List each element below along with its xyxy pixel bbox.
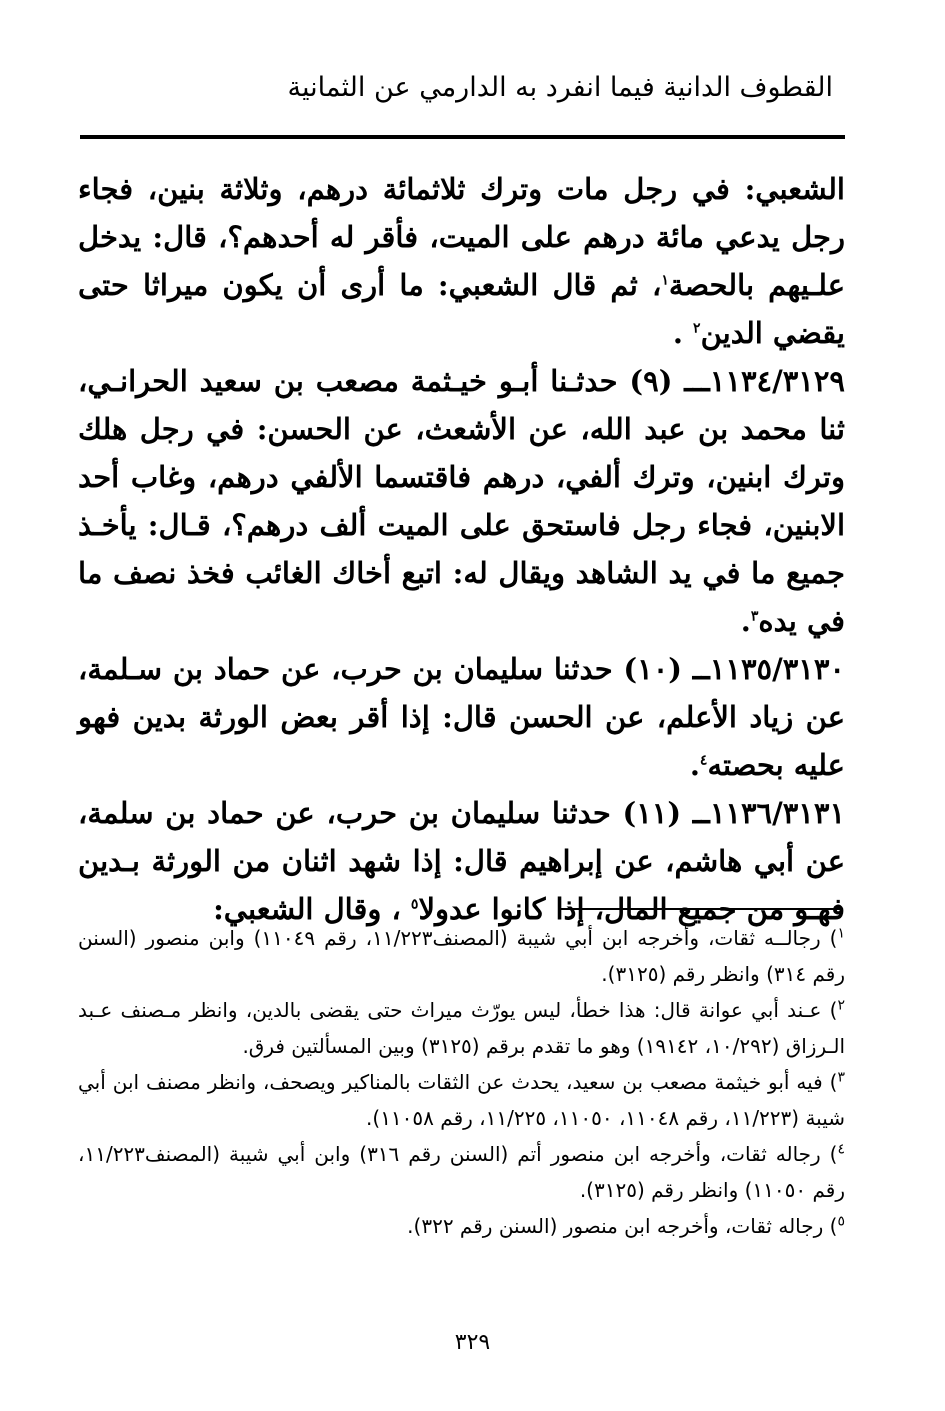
paragraph-2-text: ١١٣٤/٣١٢٩ـــ (٩) حدثـنا أبـو خيـثمة مصعب بن سعيد الحرانـي، ثنا محمد بن عبد الله، عن الأشعث، عن الحسن: في رجل هلك وترك ابنين، وترك ألفي، درهم فاقتسما الألفي درهم، وغاب أحد الابنين، فجاء رجل فاستحق على الميت ألف درهم؟، قـال: يأخـذ جميع ما في يد الشاهد ويقال له: اتبع أخاك الغائب فخذ نصف ما في يده — [78, 364, 845, 638]
paragraph-2-end: . — [740, 604, 751, 638]
footnote-ref-4: ٤ — [699, 752, 708, 769]
running-header-title: القطوف الدانية فيما انفرد به الدارمي عن الثمانية — [287, 72, 833, 103]
footnote-marker: ١ — [837, 925, 845, 942]
header-rule — [80, 135, 845, 139]
paragraph-1-text: الشعبي: في رجل مات وترك ثلاثمائة درهم، وثلاثة بنين، فجاء رجل يدعي مائة درهم على الميت، فأقر له أحدهم؟، قال: يدخل علـيهم بالحصة — [78, 172, 846, 302]
paragraph-1-end: . — [672, 316, 683, 350]
footnote-ref-3: ٣ — [750, 608, 759, 625]
footnote-4: $^٤$) رجاله ثقات، وأخرجه ابن منصور أتم (السنن رقم ٣١٦) وابن أبي شيبة (المصنف١١/٢٢٣، رقم ١١٠٥٠) وانظر رقم (٣١٢٥). — [78, 1141, 846, 1202]
footnote-3: $^٣$) فيه أبو خيثمة مصعب بن سعيد، يحدث عن الثقات بالمناكير ويصحف، وانظر مصنف ابن أبي شيبة (١١/٢٢٣، رقم ١١٠٤٨، ١١٠٥٠، ١١/٢٢٥، رقم ١١٠٥٨). — [78, 1069, 845, 1130]
footnote-marker: ٣ — [837, 1069, 845, 1086]
footnote-ref-2: ٢ — [693, 320, 701, 337]
main-text — [78, 165, 845, 933]
paragraph-3-end: . — [689, 748, 700, 782]
footnote-marker: ٥ — [837, 1213, 845, 1230]
footnote-marker: ٤ — [837, 1141, 846, 1158]
paragraph-4 — [78, 789, 845, 933]
footnote-ref-1: ١ — [661, 272, 669, 289]
paragraph-3 — [78, 645, 845, 789]
footnote-1: $^١$) رجالــه ثقات، وأخرجه ابن أبي شيبة (المصنف١١/٢٢٣، رقم ١١٠٤٩) وابن منصور (السنن رقم ٣١٤) وانظر رقم (٣١٢٥). — [78, 925, 845, 986]
page-number: ٣٢٩ — [454, 1330, 491, 1355]
footnotes — [78, 920, 845, 1244]
paragraph-3-text: ١١٣٥/٣١٣٠ــ (١٠) حدثنا سليمان بن حرب، عن حماد بن سـلمة، عن زياد الأعلم، عن الحسن قال: إذا أقر بعض الورثة بدين فهو عليه بحصته — [78, 652, 845, 782]
footnote-marker: ٢ — [837, 997, 845, 1014]
footnote-text: رجاله ثقات، وأخرجه ابن منصور أتم (السنن رقم ٣١٦) وابن أبي شيبة (المصنف١١/٢٢٣، رقم ١١٠٥٠) وانظر رقم (٣١٢٥). — [78, 1142, 845, 1202]
footnote-2: $^٢$) عـند أبي عوانة قال: هذا خطأ، ليس يورّث ميراث حتى يقضى بالدين، وانظر مـصنف عـبد الـرزاق (١٠/٢٩٢، ١٩١٤٢) وهو ما تقدم برقم (٣١٢٥) وبين المسألتين فرق. — [78, 997, 845, 1058]
footnote-text: فيه أبو خيثمة مصعب بن سعيد، يحدث عن الثقات بالمناكير ويصحف، وانظر مصنف ابن أبي شيبة (١١/٢٢٣، رقم ١١٠٤٨، ١١٠٥٠، ١١/٢٢٥، رقم ١١٠٥٨). — [78, 1070, 845, 1130]
footnote-separator — [558, 908, 842, 910]
footnote-5: $^٥$) رجاله ثقات، وأخرجه ابن منصور (السنن رقم ٣٢٢). — [407, 1213, 845, 1238]
footnote-text: رجاله ثقات، وأخرجه ابن منصور (السنن رقم ٣٢٢). — [407, 1214, 824, 1238]
paragraph-1-text-b: ، ثم قال الشعبي: ما أرى أن يكون ميراثا حتى يقضي الدين — [78, 268, 845, 350]
footnote-text: رجالــه ثقات، وأخرجه ابن أبي شيبة (المصنف١١/٢٢٣، رقم ١١٠٤٩) وابن منصور (السنن رقم ٣١٤) وانظر رقم (٣١٢٥). — [78, 926, 845, 986]
paragraph-1 — [78, 165, 845, 357]
paragraph-4-text: ١١٣٦/٣١٣١ــ (١١) حدثنا سليمان بن حرب، عن حماد بن سلمة، عن أبي هاشم، عن إبراهيم قال: إذا شهد اثنان من الورثة بـدين فهـو من جميع المال، إذا كانوا عدولا — [78, 796, 846, 926]
footnote-ref-5: ٥ — [410, 896, 419, 913]
paragraph-2 — [78, 357, 845, 645]
paragraph-4-end: ، وقال الشعبي: — [213, 892, 401, 926]
footnote-text: عـند أبي عوانة قال: هذا خطأ، ليس يورّث ميراث حتى يقضى بالدين، وانظر مـصنف عـبد الـرزاق (١٠/٢٩٢، ١٩١٤٢) وهو ما تقدم برقم (٣١٢٥) وبين المسألتين فرق. — [78, 998, 845, 1058]
